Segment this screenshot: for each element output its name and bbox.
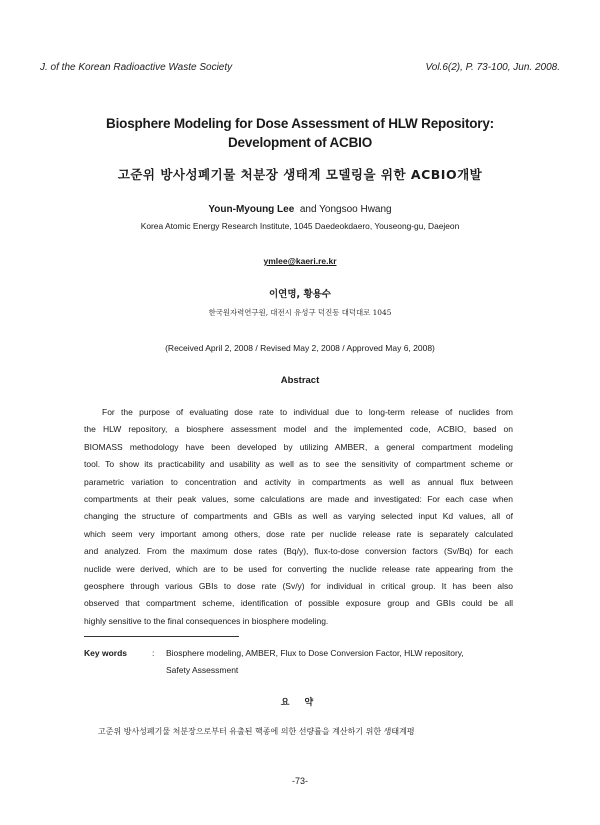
abstract-line: changing the structure of compartments and GBIs as well as varying selected input Kd values, all of [84,511,513,522]
co-authors: and Yongsoo Hwang [299,204,392,215]
keywords-divider [84,636,239,637]
abstract-line: highly sensitive to the final consequences in biosphere modeling. [84,615,329,626]
abstract-line: observed that compartment scheme, identification of possible exposure group and GBIs could be all [84,598,513,609]
abstract-line: nuclide were derived, which are to be used for converting the nuclide release rate appearing from the [84,563,513,574]
korean-abstract-body: 고준위 방사성폐기물 처분장으로부터 유출된 핵종에 의한 선량률을 계산하기 위한 생태계평 [98,727,415,736]
abstract-line: BIOMASS methodology have been developed by utilizing AMBER, a general compartment modeling [84,441,513,452]
keywords-line-2: Safety Assessment [166,665,239,675]
keywords-label: Key words [84,648,127,658]
abstract-line: tool. To show its practicability and usability as well as to see the sensitivity of compartment scheme or [84,459,513,470]
keywords [84,645,514,679]
paper-title [60,114,540,152]
running-header [40,62,560,73]
paper-title-line-1: Biosphere Modeling for Dose Assessment of HLW Repository: [106,116,494,131]
abstract-line: compartments at their peak values, some calculations are made and investigated: For each case when [84,494,513,505]
korean-abstract-heading: 요 약 [280,698,320,708]
keywords-line-1: Biosphere modeling, AMBER, Flux to Dose Conversion Factor, HLW repository, [166,648,464,658]
korean-authors: 이연명, 황용수 [269,289,331,300]
abstract-line: geosphere through various GBIs to dose rate (Sv/y) for individual in critical group. It has been also [84,581,513,592]
keywords-list [166,645,514,679]
keywords-colon: : [152,648,155,658]
korean-title: 고준위 방사성폐기물 처분장 생태계 모델링을 위한 ACBIO개발 [117,167,483,182]
abstract-line: the HLW repository, a biosphere assessment model and the implemented code, ACBIO, based on [84,424,513,435]
author-email[interactable]: ymlee@kaeri.re.kr [263,256,337,266]
authors [40,204,560,215]
abstract-line: For the purpose of evaluating dose rate to individual due to long-term release of nuclides from [102,407,513,417]
volume-info: Vol.6(2), P. 73-100, Jun. 2008. [425,62,560,73]
abstract-line: which seem very important among others, dose rate per nuclide release rate is separately calculated [84,528,513,539]
journal-name: J. of the Korean Radioactive Waste Society [40,62,233,73]
received-dates: (Received April 2, 2008 / Revised May 2, 2008 / Approved May 6, 2008) [165,343,435,353]
lead-author: Youn-Myoung Lee [208,204,295,215]
abstract-heading: Abstract [280,375,320,386]
affiliation: Korea Atomic Energy Research Institute, 1045 Daedeokdaero, Youseong-gu, Daejeon [140,221,460,231]
korean-affiliation: 한국원자력연구원, 대전시 유성구 덕진동 대덕대로 1045 [208,308,392,317]
abstract-body [84,404,513,630]
page-number: -73- [291,776,308,786]
abstract-line: and analyzed. From the maximum dose rates (Bq/y), flux-to-dose conversion factors (Sv/Bq) for each [84,546,513,557]
paper-title-line-2: Development of ACBIO [227,135,372,150]
abstract-line: parametric variation to concentration and activity in compartments as well as annual flux between [84,476,513,487]
